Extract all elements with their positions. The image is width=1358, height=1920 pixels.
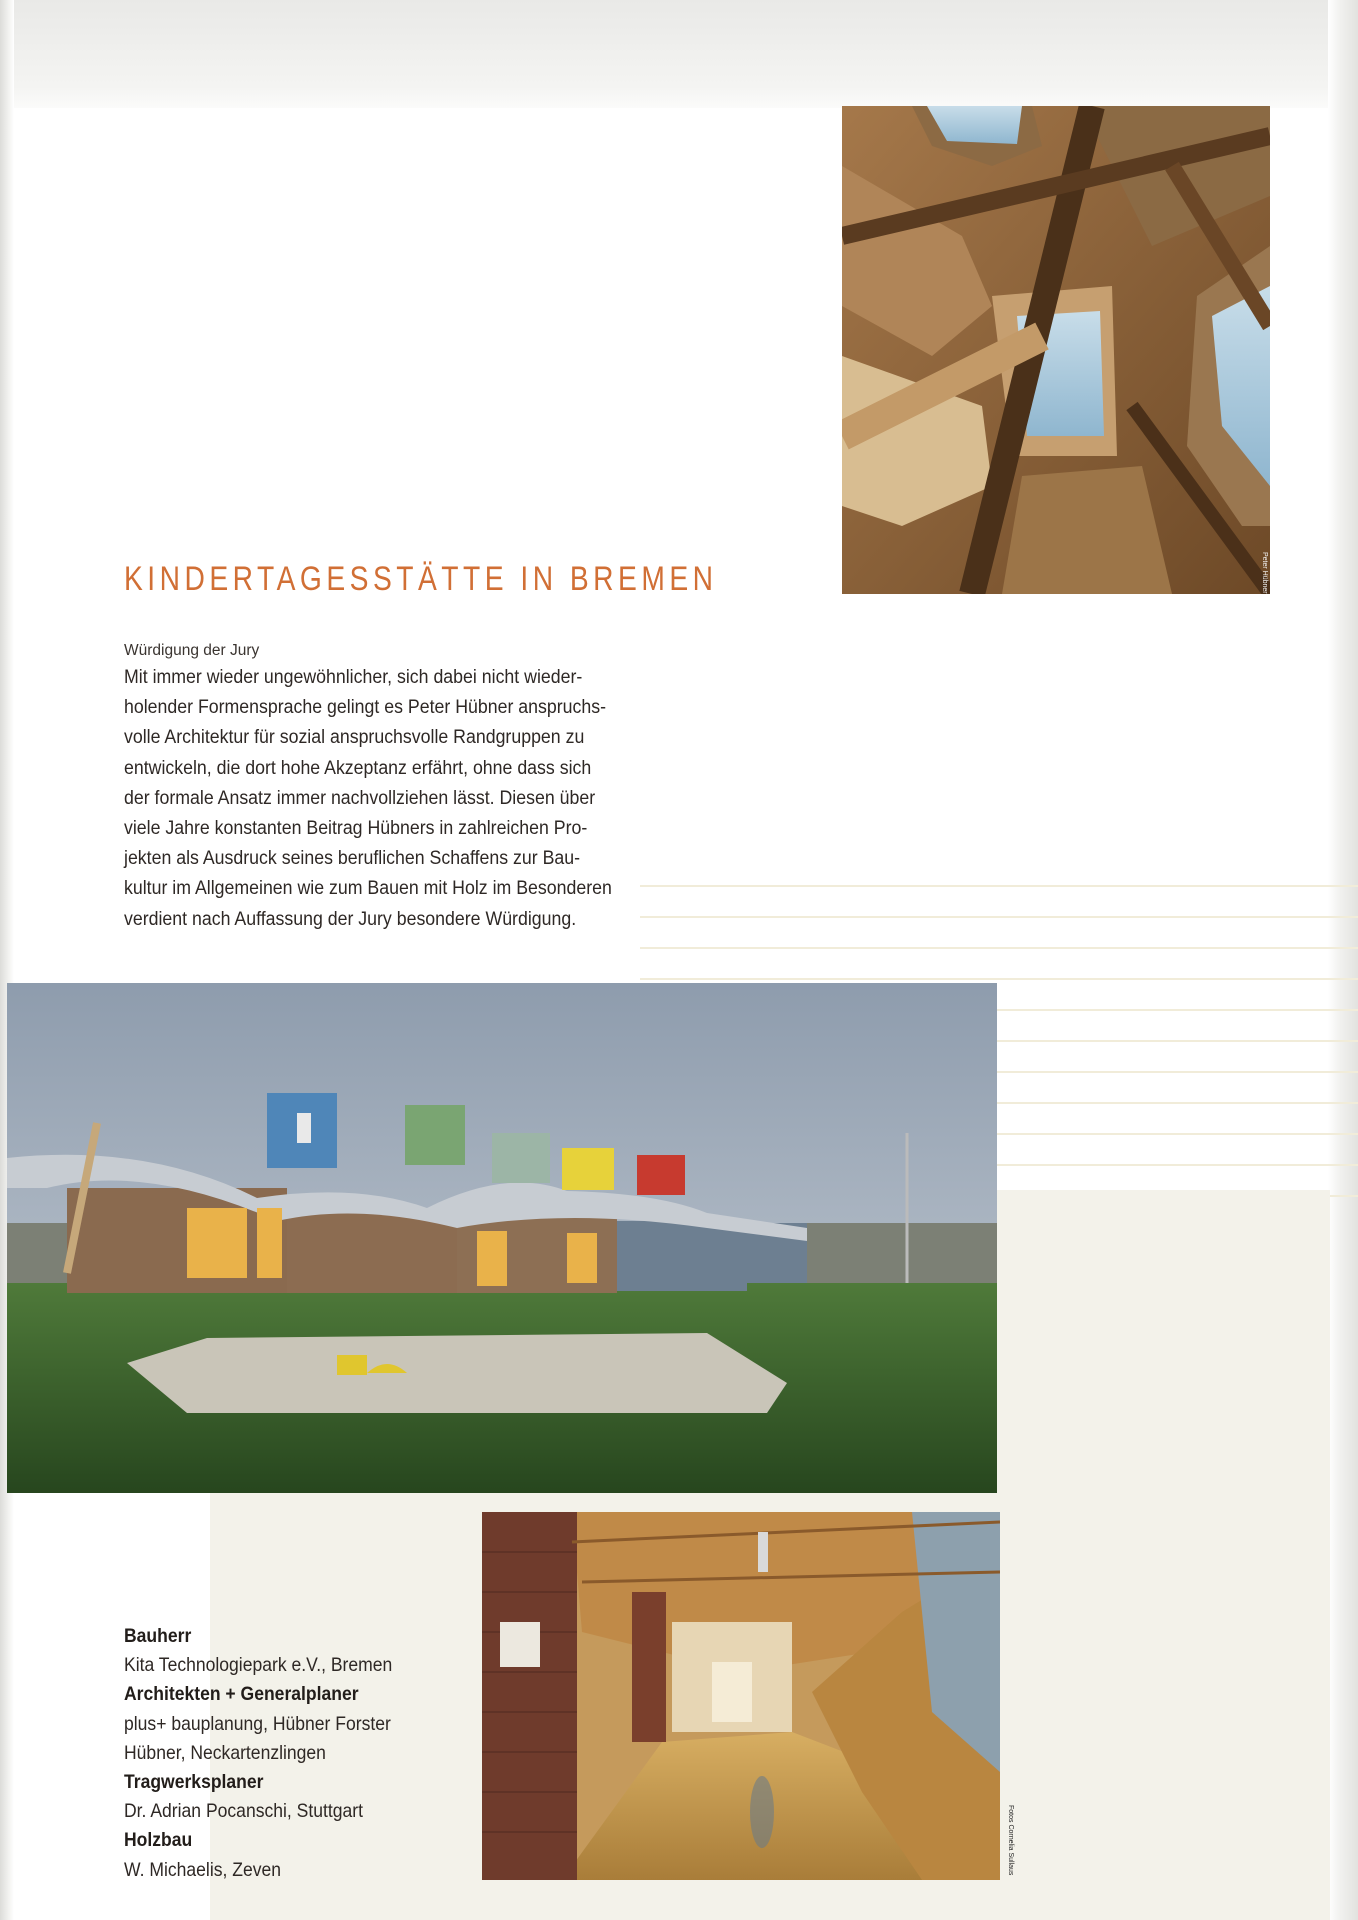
statement-line: viele Jahre konstanten Beitrag Hübners in zahlreichen Pro-	[124, 817, 588, 840]
jury-statement	[124, 662, 684, 934]
top-photo-credit: Peter Hübner	[1261, 552, 1268, 594]
statement-line: kultur im Allgemeinen wie zum Bauen mit Holz im Besonderen	[124, 877, 612, 900]
statement-line: der formale Ansatz immer nachvollziehen lässt. Diesen über	[124, 786, 596, 809]
credit-label-tragwerksplaner: Tragwerksplaner	[124, 1771, 264, 1794]
statement-line: jekten als Ausdruck seines beruflichen Schaffens zur Bau-	[124, 847, 581, 870]
statement-line: Mit immer wieder ungewöhnlicher, sich dabei nicht wieder-	[124, 666, 583, 688]
credit-label-holzbau: Holzbau	[124, 1829, 193, 1852]
credit-label-bauherr: Bauherr	[124, 1625, 192, 1647]
project-credits	[124, 1622, 644, 1885]
statement-line: entwickeln, die dort hohe Akzeptanz erfährt, ohne dass sich	[124, 756, 592, 779]
building-exterior-illustration	[7, 983, 997, 1493]
statement-line: holender Formensprache gelingt es Peter Hübner anspruchs-	[124, 696, 606, 719]
statement-line: volle Architektur für sozial anspruchsvolle Randgruppen zu	[124, 726, 585, 749]
scan-margin-left	[0, 0, 14, 1920]
scan-margin-top	[0, 0, 1358, 108]
credit-value: Kita Technologiepark e.V., Bremen	[124, 1654, 393, 1677]
credit-value: Hübner, Neckartenzlingen	[124, 1741, 326, 1764]
credit-label-architekten: Architekten + Generalplaner	[124, 1683, 359, 1706]
credit-value: W. Michaelis, Zeven	[124, 1858, 282, 1881]
credit-value: plus+ bauplanung, Hübner Forster	[124, 1712, 391, 1735]
bottom-photo-credit: Fotos Cornelia Sullaus	[1007, 1805, 1014, 1876]
roof-lantern-illustration	[842, 106, 1270, 594]
photo-roof-lantern	[842, 106, 1270, 594]
jury-label: Würdigung der Jury	[124, 642, 260, 659]
article-title: KINDERTAGESSTÄTTE IN BREMEN	[124, 560, 718, 598]
photo-building-exterior	[7, 983, 997, 1493]
statement-line: verdient nach Auffassung der Jury besondere Würdigung.	[124, 907, 577, 930]
credit-value: Dr. Adrian Pocanschi, Stuttgart	[124, 1800, 364, 1823]
